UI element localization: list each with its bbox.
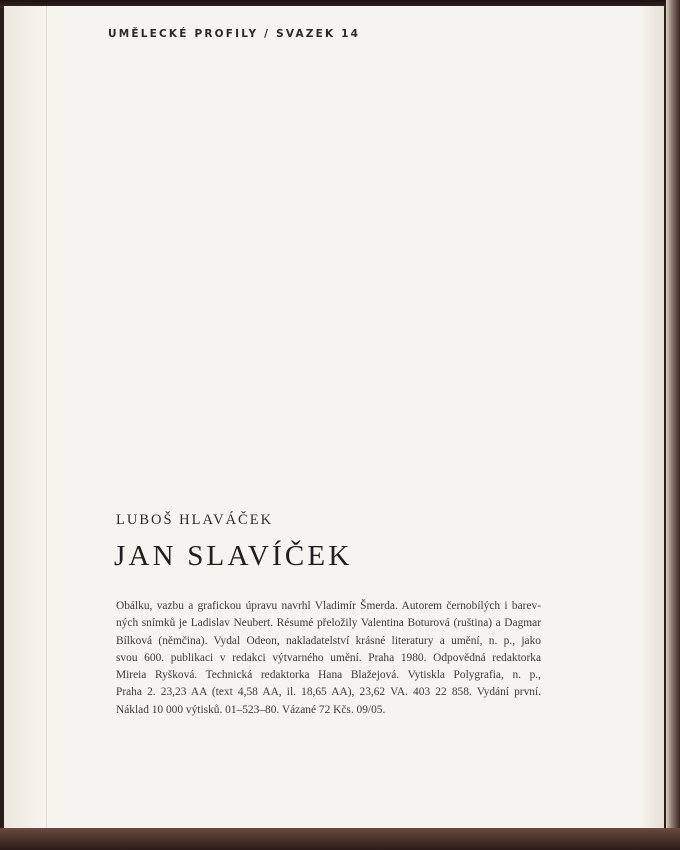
colophon-line: Obálku, vazbu a grafickou úpravu navrhl Vladimír Šmerda. Autorem černobílých i barev- bbox=[116, 600, 541, 612]
colophon-line: Bílková (němčina). Vydal Odeon, nakladatelství krásné literatury a umění, n. p., jako bbox=[116, 634, 541, 647]
book-edge-right bbox=[666, 0, 680, 850]
page-gutter-shadow bbox=[4, 6, 47, 828]
book-title: JAN SLAVÍČEK bbox=[114, 540, 353, 572]
colophon bbox=[116, 598, 541, 719]
colophon-line: Praha 2. 23,23 AA (text 4,58 AA, il. 18,65 AA), 23,62 VA. 403 22 858. Vydání první. bbox=[116, 686, 541, 699]
author-name: LUBOŠ HLAVÁČEK bbox=[116, 512, 274, 528]
page-right-shadow bbox=[640, 6, 664, 828]
colophon-line: Náklad 10 000 výtisků. 01–523–80. Vázané 72 Kčs. 09/05. bbox=[116, 703, 386, 716]
book-edge-bottom bbox=[0, 828, 680, 850]
colophon-line: Mireia Ryšková. Technická redaktorka Hana Blažejová. Vytiskla Polygrafia, n. p., bbox=[116, 669, 541, 682]
series-header: UMĚLECKÉ PROFILY / SVAZEK 14 bbox=[108, 28, 361, 40]
colophon-line: ných snímků je Ladislav Neubert. Résumé přeložily Valentina Boturová (ruština) a Dagmar bbox=[116, 617, 541, 630]
colophon-line: svou 600. publikaci v redakci výtvarného umění. Praha 1980. Odpovědná redaktorka bbox=[116, 651, 541, 664]
